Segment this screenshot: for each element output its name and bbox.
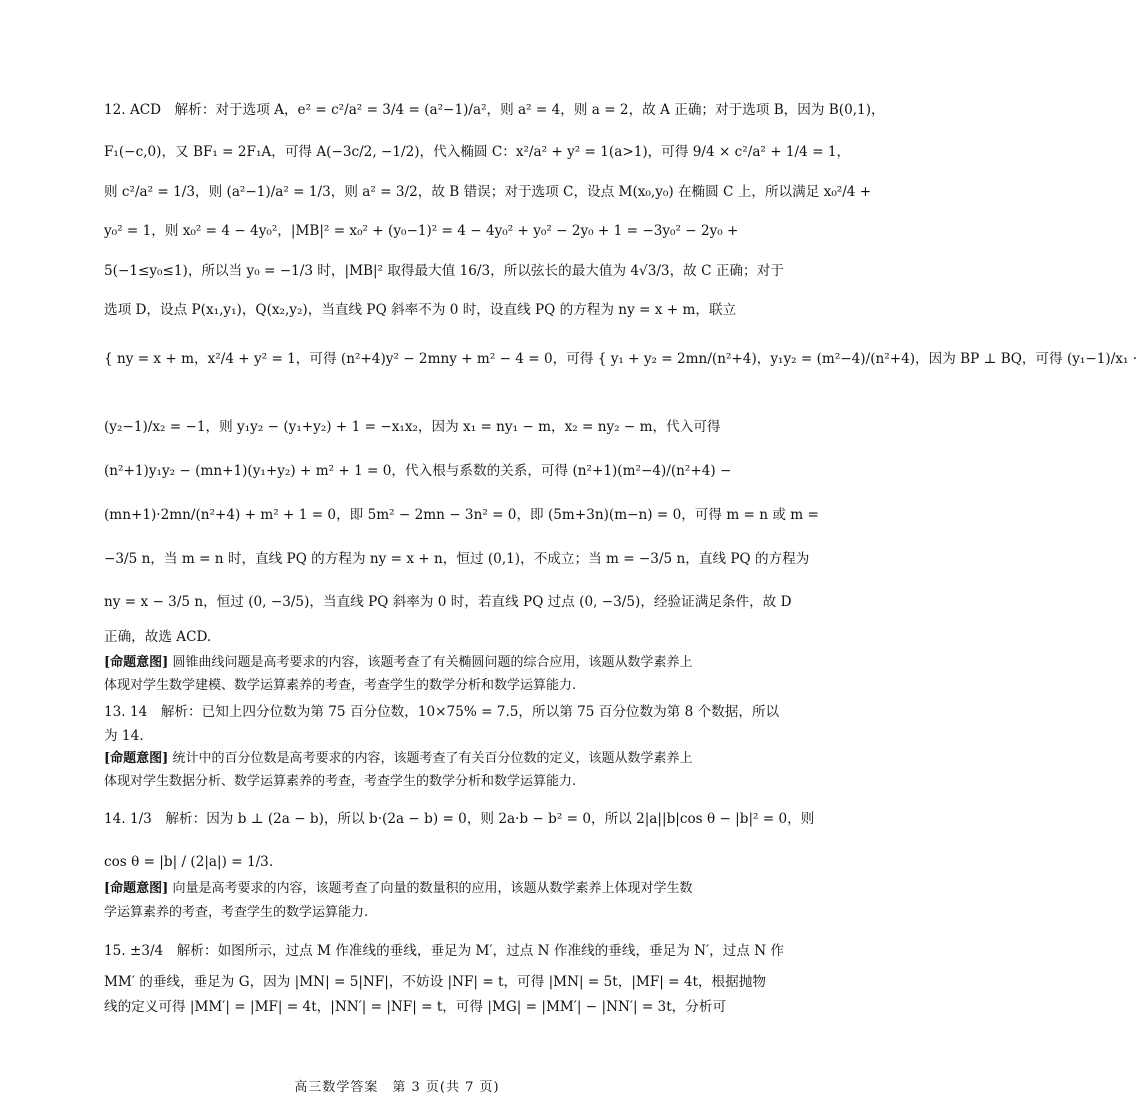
q13-intent-2: 体现对学生数据分析、数学运算素养的考查，考查学生的数学分析和数学运算能力. <box>104 774 577 789</box>
q12-line-10: (mn+1)·2mn/(n²+4) + m² + 1 = 0，即 5m² − 2mn − 3n² = 0，即 (5m+3n)(m−n) = 0，可得 m = n 或 m = <box>104 507 819 523</box>
q12-line-1: 12. ACD 解析：对于选项 A，e² = c²/a² = 3/4 = (a²−1)/a²，则 a² = 4，则 a = 2，故 A 正确；对于选项 B，因为 B(0,1)， <box>104 102 885 118</box>
q12-line-9: (n²+1)y₁y₂ − (mn+1)(y₁+y₂) + m² + 1 = 0，代入根与系数的关系，可得 (n²+1)(m²−4)/(n²+4) − <box>104 463 732 479</box>
intent-text: 向量是高考要求的内容，该题考查了向量的数量积的应用，该题从数学素养上体现对学生数 <box>172 881 693 896</box>
q13-line-2: 为 14. <box>104 728 144 744</box>
q13-intent-1 <box>104 750 716 768</box>
q14-intent-2: 学运算素养的考查，考查学生的数学运算能力. <box>104 905 369 920</box>
intent-tag: [命题意图] <box>104 655 169 670</box>
intent-tag: [命题意图] <box>104 881 169 896</box>
intent-text: 统计中的百分位数是高考要求的内容，该题考查了有关百分位数的定义，该题从数学素养上 <box>172 751 693 766</box>
q12-line-5: 5(−1≤y₀≤1)，所以当 y₀ = −1/3 时，|MB|² 取得最大值 16/3，所以弦长的最大值为 4√3/3，故 C 正确；对于 <box>104 263 784 279</box>
q13-line-1: 13. 14 解析：已知上四分位数为第 75 百分位数，10×75% = 7.5，所以第 75 百分位数为第 8 个数据，所以 <box>104 704 780 720</box>
page-footer: 高三数学答案 第 3 页(共 7 页) <box>294 1080 500 1095</box>
q12-intent-1 <box>104 654 716 672</box>
q15-line-3: 线的定义可得 |MM′| = |MF| = 4t，|NN′| = |NF| = t，可得 |MG| = |MM′| − |NN′| = 3t，分析可 <box>104 999 727 1015</box>
q12-line-7: { ny = x + m，x²/4 + y² = 1，可得 (n²+4)y² − 2mny + m² − 4 = 0，可得 { y₁ + y₂ = 2mn/(n²+4)，y₁y₂ = (m²−4)/(n²+4)，因为 BP ⊥ BQ，可得 (y₁−1)/x₁ · <box>104 351 1137 367</box>
q12-line-6: 选项 D，设点 P(x₁,y₁)，Q(x₂,y₂)，当直线 PQ 斜率不为 0 时，设直线 PQ 的方程为 ny = x + m，联立 <box>104 302 737 318</box>
q12-intent-2: 体现对学生数学建模、数学运算素养的考查，考查学生的数学分析和数学运算能力. <box>104 678 577 693</box>
q14-line-2: cos θ = |b| / (2|a|) = 1/3. <box>104 854 274 870</box>
q12-line-8: (y₂−1)/x₂ = −1，则 y₁y₂ − (y₁+y₂) + 1 = −x₁x₂，因为 x₁ = ny₁ − m，x₂ = ny₂ − m，代入可得 <box>104 419 721 435</box>
q15-line-1: 15. ±3/4 解析：如图所示，过点 M 作准线的垂线，垂足为 M′，过点 N 作准线的垂线，垂足为 N′，过点 N 作 <box>104 943 785 959</box>
q12-line-11: −3/5 n，当 m = n 时，直线 PQ 的方程为 ny = x + n，恒过 (0,1)，不成立；当 m = −3/5 n，直线 PQ 的方程为 <box>104 551 810 567</box>
q14-intent-1 <box>104 880 716 898</box>
q15-line-2: MM′ 的垂线，垂足为 G，因为 |MN| = 5|NF|，不妨设 |NF| = t，可得 |MN| = 5t，|MF| = 4t，根据抛物 <box>104 974 766 990</box>
q12-line-4: y₀² = 1，则 x₀² = 4 − 4y₀²，|MB|² = x₀² + (y₀−1)² = 4 − 4y₀² + y₀² − 2y₀ + 1 = −3y₀² − 2y₀ + <box>104 223 739 239</box>
q12-line-3: 则 c²/a² = 1/3，则 (a²−1)/a² = 1/3，则 a² = 3/2，故 B 错误；对于选项 C，设点 M(x₀,y₀) 在椭圆 C 上，所以满足 x₀²/4 + <box>104 184 872 200</box>
intent-text: 圆锥曲线问题是高考要求的内容，该题考查了有关椭圆问题的综合应用，该题从数学素养上 <box>172 655 693 670</box>
q14-line-1: 14. 1/3 解析：因为 b ⊥ (2a − b)，所以 b·(2a − b) = 0，则 2a·b − b² = 0，所以 2|a||b|cos θ − |b|² = 0，则 <box>104 811 815 827</box>
intent-tag: [命题意图] <box>104 751 169 766</box>
q12-line-12: ny = x − 3/5 n，恒过 (0, −3/5)，当直线 PQ 斜率为 0 时，若直线 PQ 过点 (0, −3/5)，经验证满足条件，故 D <box>104 594 792 610</box>
q12-line-13: 正确，故选 ACD. <box>104 629 212 645</box>
q12-line-2: F₁(−c,0)，又 BF₁ = 2F₁A，可得 A(−3c/2, −1/2)，代入椭圆 C：x²/a² + y² = 1(a>1)，可得 9/4 × c²/a² + 1/4 = 1， <box>104 144 851 160</box>
